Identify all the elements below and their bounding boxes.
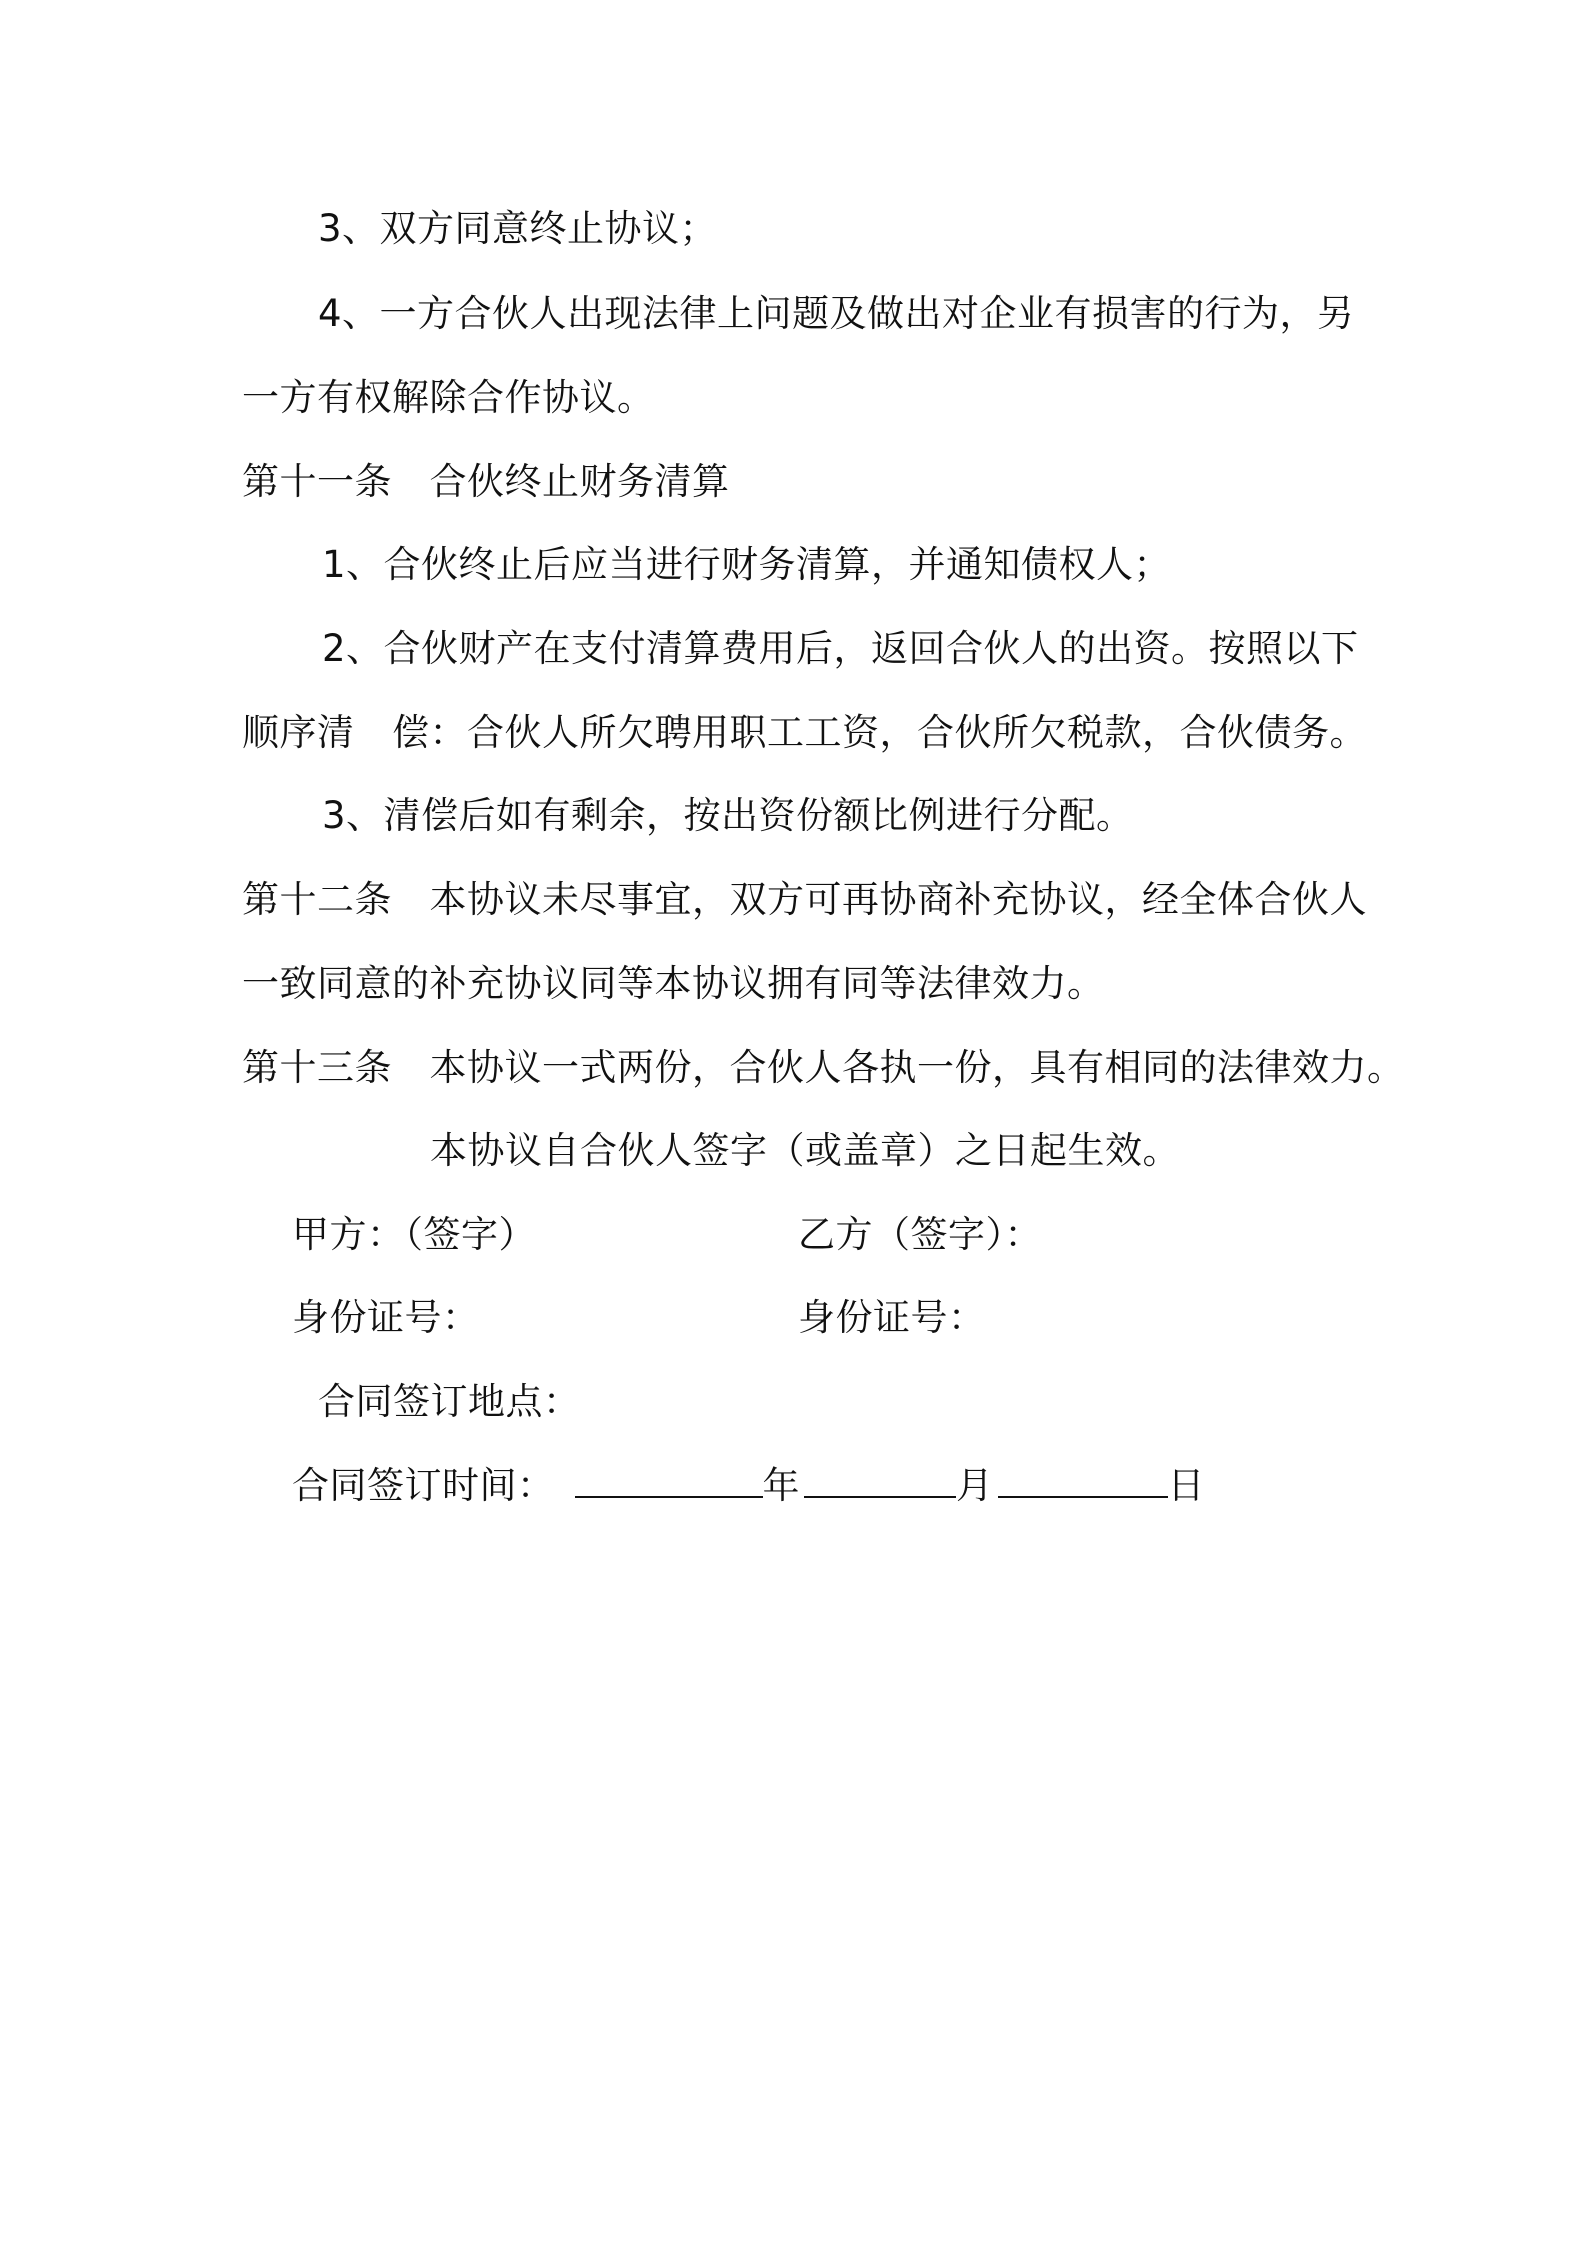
clause-13-effective: 本协议自合伙人签字（或盖章）之日起生效。 (430, 1129, 1180, 1172)
party-b-signature-label: 乙方（签字）： (798, 1213, 1042, 1256)
clause-13: 第十三条 本协议一式两份，合伙人各执一份，具有相同的法律效力。 (242, 1046, 1405, 1089)
clause-12-cont: 一致同意的补充协议同等本协议拥有同等法律效力。 (242, 962, 1105, 1005)
year-label: 年 (762, 1464, 800, 1507)
party-a-id-label: 身份证号： (292, 1296, 480, 1339)
year-blank (575, 1462, 763, 1498)
party-a-signature-label: 甲方：（签字） (292, 1213, 536, 1256)
clause-11-item-1: 1、合伙终止后应当进行财务清算，并通知债权人； (322, 543, 1172, 586)
month-label: 月 (956, 1464, 994, 1507)
clause-11-item-3: 3、清偿后如有剩余，按出资份额比例进行分配。 (322, 794, 1134, 837)
day-label: 日 (1167, 1464, 1205, 1507)
clause-10-item-3: 3、双方同意终止协议； (318, 207, 718, 250)
day-blank (998, 1462, 1168, 1498)
clause-12: 第十二条 本协议未尽事宜，双方可再协商补充协议，经全体合伙人 (242, 878, 1367, 921)
clause-11-item-2-cont: 顺序清 偿：合伙人所欠聘用职工工资，合伙所欠税款，合伙债务。 (242, 711, 1367, 754)
clause-11-item-2: 2、合伙财产在支付清算费用后，返回合伙人的出资。按照以下 (322, 627, 1359, 670)
clause-11-heading: 第十一条 合伙终止财务清算 (242, 460, 730, 503)
signing-place-label: 合同签订地点： (318, 1380, 581, 1423)
signing-time-row (292, 1462, 1205, 1510)
party-b-id-label: 身份证号： (798, 1296, 986, 1339)
month-blank (804, 1462, 956, 1498)
signing-time-label: 合同签订时间： (292, 1464, 555, 1507)
clause-10-item-4-cont: 一方有权解除合作协议。 (242, 376, 655, 419)
clause-10-item-4: 4、一方合伙人出现法律上问题及做出对企业有损害的行为，另 (318, 292, 1355, 335)
